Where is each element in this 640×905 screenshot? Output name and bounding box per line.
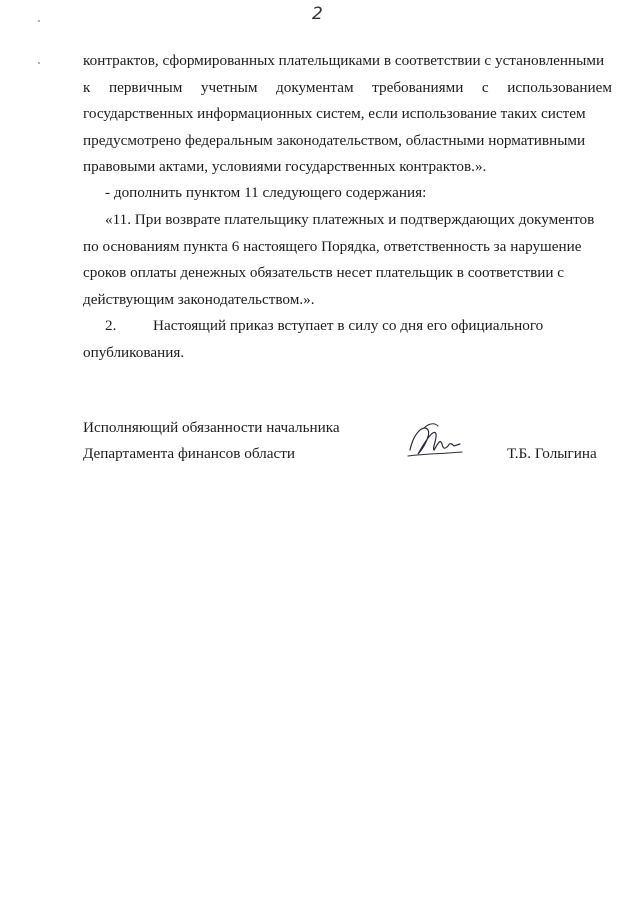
word: требованиями [372, 78, 464, 96]
signatory-name: Т.Б. Голыгина [507, 445, 597, 462]
page-number: 2 [312, 4, 323, 24]
item-2 [83, 313, 612, 366]
word: первичным [108, 78, 183, 96]
text-line: правовыми актами, условиями государственных контрактов.». [83, 158, 487, 175]
handwritten-signature [404, 420, 466, 464]
text-line: предусмотрено федеральным законодательством, областными нормативными [83, 131, 586, 149]
text-line: сроков оплаты денежных обязательств несет плательщик в соответствии с [83, 264, 565, 281]
item-number: 2. [105, 317, 117, 334]
text-line [83, 313, 612, 340]
text-line: опубликования. [83, 343, 185, 361]
word: к [83, 78, 91, 96]
scan-speck [38, 62, 40, 64]
paragraph-11 [83, 207, 612, 313]
word: документам [276, 78, 354, 96]
text-line: действующим законодательством.». [83, 290, 315, 308]
word: учетным [200, 78, 258, 96]
text-line: государственных информационных систем, если использование таких систем [83, 105, 586, 122]
item-text: Настоящий приказ вступает в силу со дня его официального [153, 317, 544, 334]
paragraph-continued [83, 48, 612, 181]
signature-position [83, 415, 340, 467]
text-line: - дополнить пунктом 11 следующего содержания: [105, 184, 427, 201]
text-line-justified [83, 75, 612, 102]
text-line: по основаниям пункта 6 настоящего Порядка, ответственность за нарушение [83, 237, 582, 255]
text-line: «11. При возврате плательщику платежных и подтверждающих документов [105, 211, 595, 228]
position-line: Департамента финансов области [83, 445, 295, 462]
position-line: Исполняющий обязанности начальника [83, 419, 340, 436]
word: использованием [507, 78, 612, 96]
word: с [481, 78, 489, 96]
amendment-line [83, 180, 612, 207]
scan-speck [38, 20, 40, 22]
text-line: контрактов, сформированных плательщиками в соответствии с установленными [83, 52, 605, 69]
